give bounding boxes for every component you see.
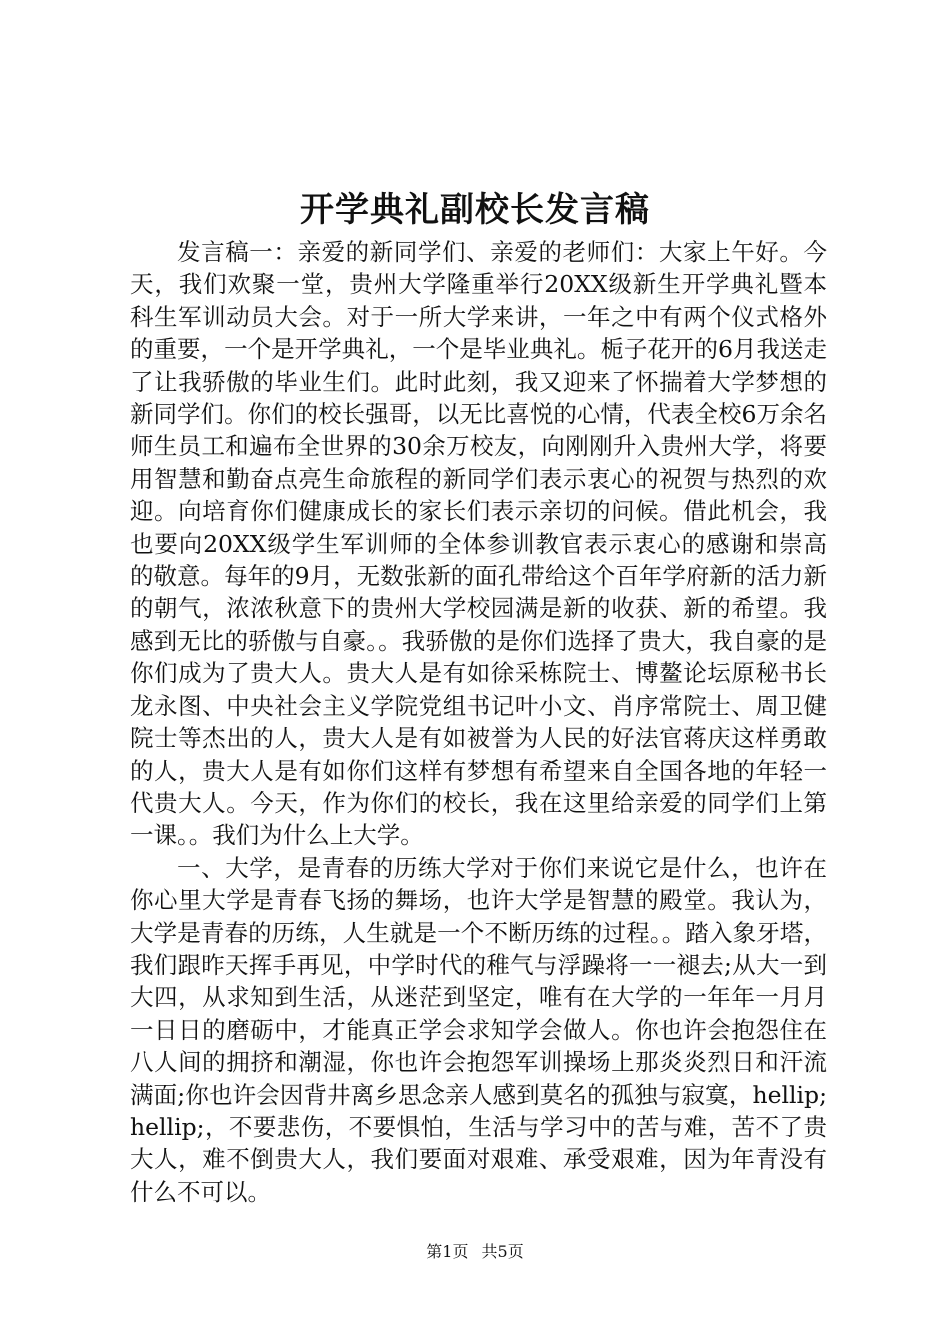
page-footer: [0, 1240, 950, 1264]
paragraph-2: 一、大学，是青春的历练大学对于你们来说它是什么，也许在你心里大学是青春飞扬的舞场，也许大学是智慧的殿堂。我认为，大学是青春的历练，人生就是一个不断历练的过程。。踏入象牙塔，我们跟昨天挥手再见，中学时代的稚气与浮躁将一一褪去;从大一到大四，从求知到生活，从迷茫到坚定，唯有在大学的一年年一月月一日日的磨砺中，才能真正学会求知学会做人。你也许会抱怨住在八人间的拥挤和潮湿，你也许会抱怨军训操场上那炎炎烈日和汗流满面;你也许会因背井离乡思念亲人感到莫名的孤独与寂寞，hellip;hellip;，不要悲伤，不要惧怕，生活与学习中的苦与难，苦不了贵大人，难不倒贵大人，我们要面对艰难、承受艰难，因为年青没有什么不可以。: [130, 853, 827, 1206]
paragraph-1: 发言稿一：亲爱的新同学们、亲爱的老师们：大家上午好。今天，我们欢聚一堂，贵州大学隆重举行20XX级新生开学典礼暨本科生军训动员大会。对于一所大学来讲，一年之中有两个仪式格外的重要，一个是开学典礼，一个是毕业典礼。栀子花开的6月我送走了让我骄傲的毕业生们。此时此刻，我又迎来了怀揣着大学梦想的新同学们。你们的校长强哥，以无比喜悦的心情，代表全校6万余名师生员工和遍布全世界的30余万校友，向刚刚升入贵州大学，将要用智慧和勤奋点亮生命旅程的新同学们表示衷心的祝贺与热烈的欢迎。向培育你们健康成长的家长们表示亲切的问候。借此机会，我也要向20XX级学生军训师的全体参训教官表示衷心的感谢和崇高的敬意。每年的9月，无数张新的面孔带给这个百年学府新的活力新的朝气，浓浓秋意下的贵州大学校园满是新的收获、新的希望。我感到无比的骄傲与自豪。。我骄傲的是你们选择了贵大，我自豪的是你们成为了贵大人。贵大人是有如徐采栋院士、博鳌论坛原秘书长龙永图、中央社会主义学院党组书记叶小文、肖序常院士、周卫健院士等杰出的人，贵大人是有如被誉为人民的好法官蒋庆这样勇敢的人，贵大人是有如你们这样有梦想有希望来自全国各地的年轻一代贵大人。今天，作为你们的校长，我在这里给亲爱的同学们上第一课。。我们为什么上大学。: [130, 238, 827, 850]
page-number: 第1页: [426, 1242, 469, 1261]
document-body: [130, 236, 827, 1208]
page-total: 共5页: [481, 1242, 524, 1261]
document-title: 开学典礼副校长发言稿: [300, 190, 650, 230]
